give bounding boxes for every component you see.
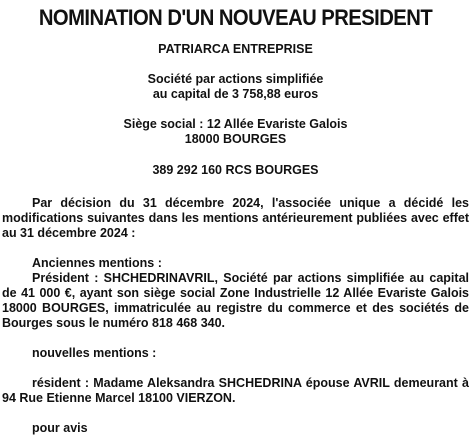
old-mentions-text: Président : SHCHEDRINAVRIL, Société par actions simplifiée au capital de 41 000 €, ayant son siège social Zone Industrielle 12 Allée Evariste Galois 18000 BOURGES, immatriculée au registre du commerce et des sociétés de Bourges sous le numéro 818 468 340. xyxy=(2,271,469,330)
head-office-line-2: 18000 BOURGES xyxy=(184,132,287,146)
closing-text: pour avis xyxy=(32,421,88,435)
legal-form-block xyxy=(2,72,469,102)
decision-paragraph: Par décision du 31 décembre 2024, l'associée unique a décidé les modifications suivantes dans les mentions antérieurement publiées avec effet au 31 décembre 2024 : xyxy=(2,196,469,240)
new-mentions-heading: nouvelles mentions : xyxy=(32,346,157,360)
new-mentions-text: résident : Madame Aleksandra SHCHEDRINA épouse AVRIL demeurant à 94 Rue Etienne Marcel 18100 VIERZON. xyxy=(2,376,469,405)
old-mentions-heading: Anciennes mentions : xyxy=(32,256,162,270)
legal-form-line-1: Société par actions simplifiée xyxy=(147,72,324,86)
head-office-block xyxy=(2,117,469,147)
company-name: PATRIARCA ENTREPRISE xyxy=(158,42,313,56)
legal-form-line-2: au capital de 3 758,88 euros xyxy=(152,87,319,101)
notice-title: NOMINATION D'UN NOUVEAU PRESIDENT xyxy=(38,5,433,30)
registration-number: 389 292 160 RCS BOURGES xyxy=(152,163,319,177)
head-office-line-1: Siège social : 12 Allée Evariste Galois xyxy=(123,117,348,131)
